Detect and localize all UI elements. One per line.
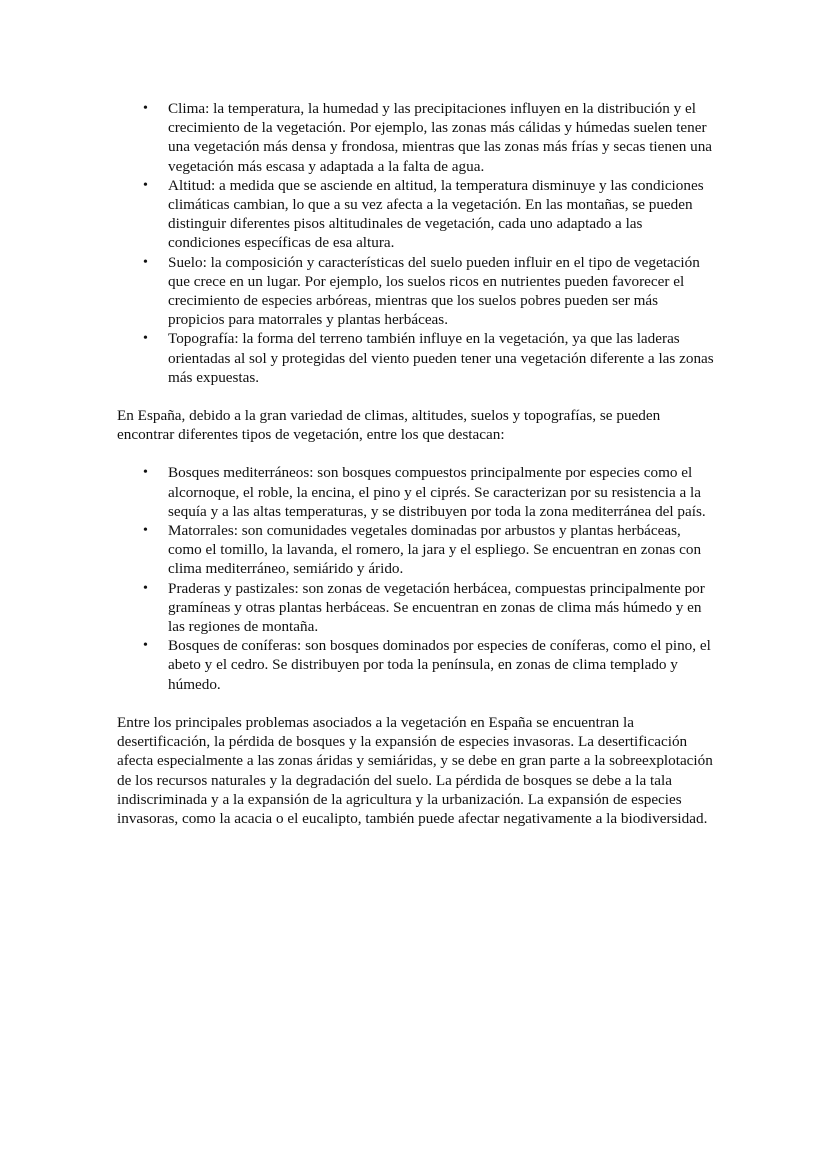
bullet-icon: • bbox=[143, 331, 148, 347]
list-item-text: Matorrales: son comunidades vegetales dominadas por arbustos y plantas herbáceas, como el tomillo, la lavanda, el romero, la jara y el espliego. Se encuentran en zonas con clima mediterráneo, semiárido y árido. bbox=[168, 522, 702, 578]
intro-paragraph: En España, debido a la gran variedad de climas, altitudes, suelos y topografías, se pueden encontrar diferentes tipos de vegetación, entre los que destacan: bbox=[117, 407, 661, 444]
bullet-icon: • bbox=[143, 580, 148, 596]
list-item bbox=[117, 463, 717, 521]
bullet-icon: • bbox=[143, 101, 148, 116]
list-item bbox=[117, 579, 717, 637]
list-item bbox=[117, 99, 717, 176]
factors-list bbox=[117, 99, 717, 387]
bullet-icon: • bbox=[143, 465, 148, 481]
list-item bbox=[117, 176, 717, 253]
spacer bbox=[117, 444, 717, 463]
document-page bbox=[117, 99, 717, 828]
problems-paragraph: Entre los principales problemas asociados a la vegetación en España se encuentran la desertificación, la pérdida de bosques y la expansión de especies invasoras. La desertificación afecta especialmente a las zonas áridas y semiáridas, y se debe en gran parte a la sobreexplotación de los recursos naturales y la degradación del suelo. La pérdida de bosques se debe a la tala indiscriminada y a la expansión de la agricultura y la urbanización. La expansión de especies invasoras, como la acacia o el eucalipto, también puede afectar negativamente a la biodiversidad. bbox=[117, 713, 713, 827]
list-item bbox=[117, 253, 717, 330]
list-item-text: Bosques de coníferas: son bosques dominados por especies de coníferas, como el pino, el abeto y el cedro. Se distribuyen por toda la península, en zonas de clima templado y húmedo. bbox=[168, 637, 711, 693]
list-item-text: Clima: la temperatura, la humedad y las precipitaciones influyen en la distribución y el crecimiento de la vegetación. Por ejemplo, las zonas más cálidas y húmedas suelen tener una vegetación más densa y frondosa, mientras que las zonas más frías y secas tienen una vegetación más escasa y adaptada a la falta de agua. bbox=[168, 100, 713, 175]
list-item bbox=[117, 636, 717, 694]
spacer bbox=[117, 387, 717, 406]
list-item-text: Praderas y pastizales: son zonas de vegetación herbácea, compuestas principalmente por gramíneas y otras plantas herbáceas. Se encuentran en zonas de clima más húmedo y en las regiones de montaña. bbox=[168, 579, 705, 636]
list-item bbox=[117, 521, 717, 579]
list-item-text: Altitud: a medida que se asciende en altitud, la temperatura disminuye y las condiciones climáticas cambian, lo que a su vez afecta a la vegetación. En las montañas, se pueden distinguir diferentes pisos altitudinales de vegetación, cada uno adaptado a las condiciones específicas de esa altura. bbox=[168, 176, 704, 252]
list-item-text: Suelo: la composición y características del suelo pueden influir en el tipo de vegetación que crece en un lugar. Por ejemplo, los suelos ricos en nutrientes pueden favorecer el crecimiento de especies arbóreas, mientras que los suelos pobres pueden ser más propicios para matorrales y plantas herbáceas. bbox=[168, 253, 700, 329]
bullet-icon: • bbox=[143, 177, 148, 193]
list-item bbox=[117, 329, 717, 387]
spacer bbox=[117, 694, 717, 713]
vegetation-types-list bbox=[117, 463, 717, 693]
bullet-icon: • bbox=[143, 638, 148, 654]
bullet-icon: • bbox=[143, 523, 148, 539]
list-item-text: Topografía: la forma del terreno también influye en la vegetación, ya que las laderas orientadas al sol y protegidas del viento pueden tener una vegetación diferente a las zonas más expuestas. bbox=[168, 330, 714, 386]
list-item-text: Bosques mediterráneos: son bosques compuestos principalmente por especies como el alcornoque, el roble, la encina, el pino y el ciprés. Se caracterizan por su resistencia a la sequía y a las altas temperaturas, y se distribuyen por toda la zona mediterránea del país. bbox=[168, 464, 706, 520]
bullet-icon: • bbox=[143, 254, 148, 270]
